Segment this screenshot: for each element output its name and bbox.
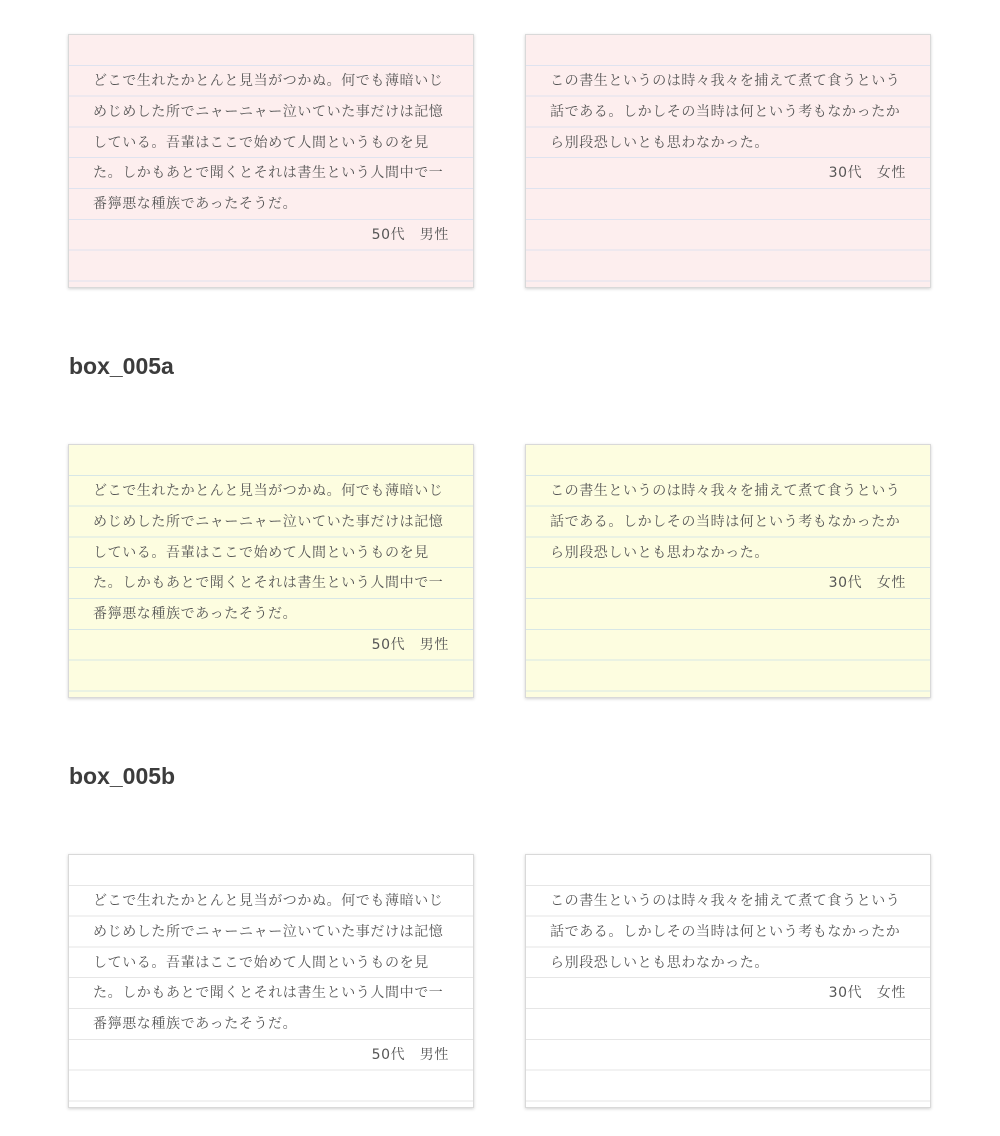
comment-author: 50代 男性: [371, 226, 449, 243]
section-title-box-005b: box_005b: [69, 763, 176, 789]
section-title-box-005a: box_005a: [69, 353, 174, 379]
comment-text: この書生というのは時々我々を捕えて煮て食うという話である。しかしその当時は何という考もなかったから別段恐しいとも思わなかった。: [550, 73, 901, 151]
comment-card-white-male: [68, 854, 474, 1108]
comment-author: 30代 女性: [828, 165, 906, 182]
comment-text: この書生というのは時々我々を捕えて煮て食うという話である。しかしその当時は何という考もなかったから別段恐しいとも思わなかった。: [550, 483, 901, 561]
comment-card-pink-female: [525, 34, 931, 288]
comment-text: どこで生れたかとんと見当がつかぬ。何でも薄暗いじめじめした所でニャーニャー泣いていた事だけは記憶している。吾輩はここで始めて人間というものを見た。しかもあとで聞くとそれは書生という人間中で一番獰悪な種族であったそうだ。: [93, 893, 444, 1033]
comment-card-pink-male: [68, 34, 474, 288]
comment-author: 50代 男性: [371, 1046, 449, 1063]
comment-author: 30代 女性: [828, 575, 906, 592]
comment-card-yellow-female: [525, 444, 931, 698]
comment-text: どこで生れたかとんと見当がつかぬ。何でも薄暗いじめじめした所でニャーニャー泣いていた事だけは記憶している。吾輩はここで始めて人間というものを見た。しかもあとで聞くとそれは書生という人間中で一番獰悪な種族であったそうだ。: [93, 73, 444, 213]
comment-author: 50代 男性: [371, 636, 449, 653]
comment-card-yellow-male: [68, 444, 474, 698]
comment-text: どこで生れたかとんと見当がつかぬ。何でも薄暗いじめじめした所でニャーニャー泣いていた事だけは記憶している。吾輩はここで始めて人間というものを見た。しかもあとで聞くとそれは書生という人間中で一番獰悪な種族であったそうだ。: [93, 483, 444, 623]
comment-text: この書生というのは時々我々を捕えて煮て食うという話である。しかしその当時は何という考もなかったから別段恐しいとも思わなかった。: [550, 893, 901, 971]
comment-author: 30代 女性: [828, 985, 906, 1002]
comment-card-white-female: [525, 854, 931, 1108]
